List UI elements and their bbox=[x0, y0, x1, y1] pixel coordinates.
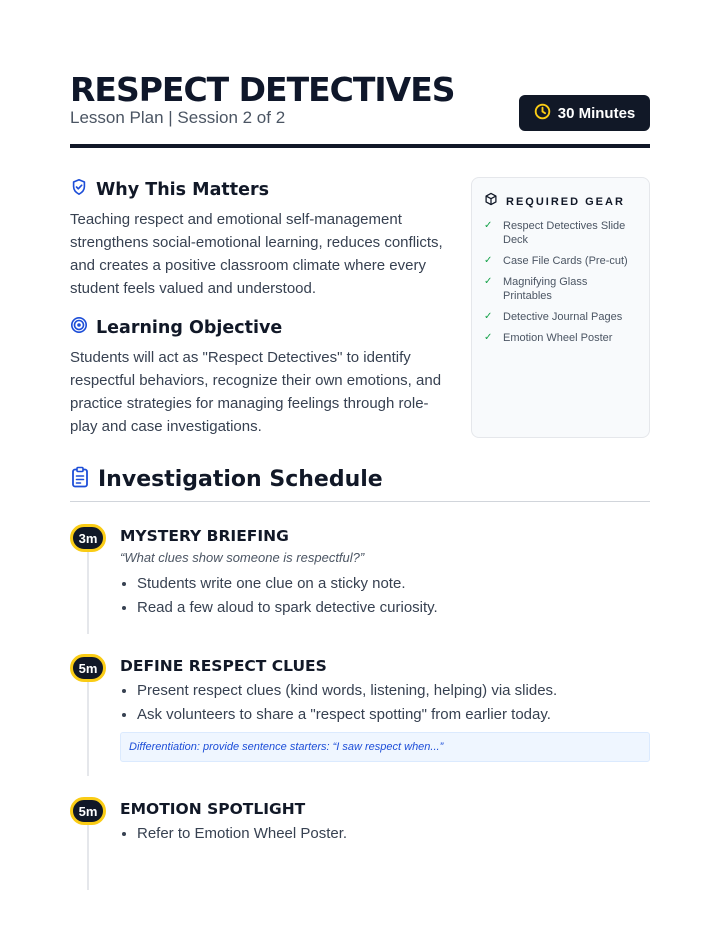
step-time-badge: 5m bbox=[70, 797, 106, 825]
clipboard-icon bbox=[70, 466, 90, 493]
check-icon: ✓ bbox=[484, 332, 493, 343]
step-title: MYSTERY BRIEFING bbox=[120, 527, 289, 545]
gear-item bbox=[484, 275, 637, 303]
shield-icon bbox=[70, 178, 88, 201]
check-icon: ✓ bbox=[484, 311, 493, 322]
gear-item bbox=[484, 254, 637, 268]
step-bullets bbox=[137, 572, 637, 620]
step-bullet: • Refer to Emotion Wheel Poster. bbox=[137, 822, 637, 846]
objective-body: Students will act as "Respect Detectives" to identify respectful behaviors, recognize their own emotions, and practice strategies for managing feelings through role-play and case investigations. bbox=[70, 349, 442, 435]
step-bullets bbox=[137, 822, 637, 846]
step-bullet: • Present respect clues (kind words, listening, helping) via slides. bbox=[137, 679, 637, 703]
step-title: EMOTION SPOTLIGHT bbox=[120, 800, 306, 818]
step-quote: “What clues show someone is respectful?” bbox=[120, 550, 365, 565]
why-heading-text: Why This Matters bbox=[96, 179, 270, 200]
header-divider bbox=[70, 144, 650, 148]
gear-item-label: Magnifying Glass Printables bbox=[503, 276, 588, 302]
schedule-heading-text: Investigation Schedule bbox=[98, 467, 383, 492]
box-icon bbox=[484, 192, 498, 211]
step-bullet: • Students write one clue on a sticky note. bbox=[137, 572, 637, 596]
check-icon: ✓ bbox=[484, 220, 493, 231]
timeline-line bbox=[87, 814, 89, 890]
gear-item bbox=[484, 219, 637, 247]
timeline-line bbox=[87, 670, 89, 776]
gear-item bbox=[484, 331, 637, 345]
gear-item bbox=[484, 310, 637, 324]
page-subtitle: Lesson Plan | Session 2 of 2 bbox=[70, 108, 286, 127]
gear-item-label: Detective Journal Pages bbox=[503, 311, 623, 323]
clock-icon bbox=[534, 103, 551, 124]
lesson-plan-page bbox=[70, 0, 650, 932]
step-title: DEFINE RESPECT CLUES bbox=[120, 657, 327, 675]
target-icon bbox=[70, 316, 88, 339]
check-icon: ✓ bbox=[484, 255, 493, 266]
differentiation-note: Differentiation: provide sentence starters: “I saw respect when...” bbox=[120, 732, 650, 762]
required-gear-card bbox=[471, 177, 650, 438]
gear-heading-text: REQUIRED GEAR bbox=[506, 195, 625, 208]
step-bullet: • Ask volunteers to share a "respect spotting" from earlier today. bbox=[137, 703, 637, 727]
why-body: Teaching respect and emotional self-management strengthens social-emotional learning, reduces conflicts, and creates a positive classroom climate where every student feels valued and understood. bbox=[70, 211, 443, 297]
gear-item-label: Emotion Wheel Poster bbox=[503, 332, 613, 344]
gear-item-label: Respect Detectives Slide Deck bbox=[503, 220, 626, 246]
objective-heading-text: Learning Objective bbox=[96, 317, 283, 338]
gear-item-label: Case File Cards (Pre-cut) bbox=[503, 255, 628, 267]
duration-badge bbox=[519, 95, 650, 131]
gear-list bbox=[484, 219, 637, 345]
objective-heading bbox=[70, 316, 282, 339]
check-icon: ✓ bbox=[484, 276, 493, 287]
duration-label: 30 Minutes bbox=[557, 104, 636, 122]
page-title: RESPECT DETECTIVES bbox=[70, 70, 455, 109]
gear-heading bbox=[484, 192, 637, 211]
step-time-badge: 5m bbox=[70, 654, 106, 682]
why-heading bbox=[70, 178, 269, 201]
timeline-line bbox=[87, 540, 89, 634]
step-bullet: • Read a few aloud to spark detective curiosity. bbox=[137, 596, 637, 620]
step-bullets bbox=[137, 679, 637, 727]
schedule-heading bbox=[70, 466, 383, 493]
step-time-badge: 3m bbox=[70, 524, 106, 552]
schedule-divider bbox=[70, 501, 650, 502]
